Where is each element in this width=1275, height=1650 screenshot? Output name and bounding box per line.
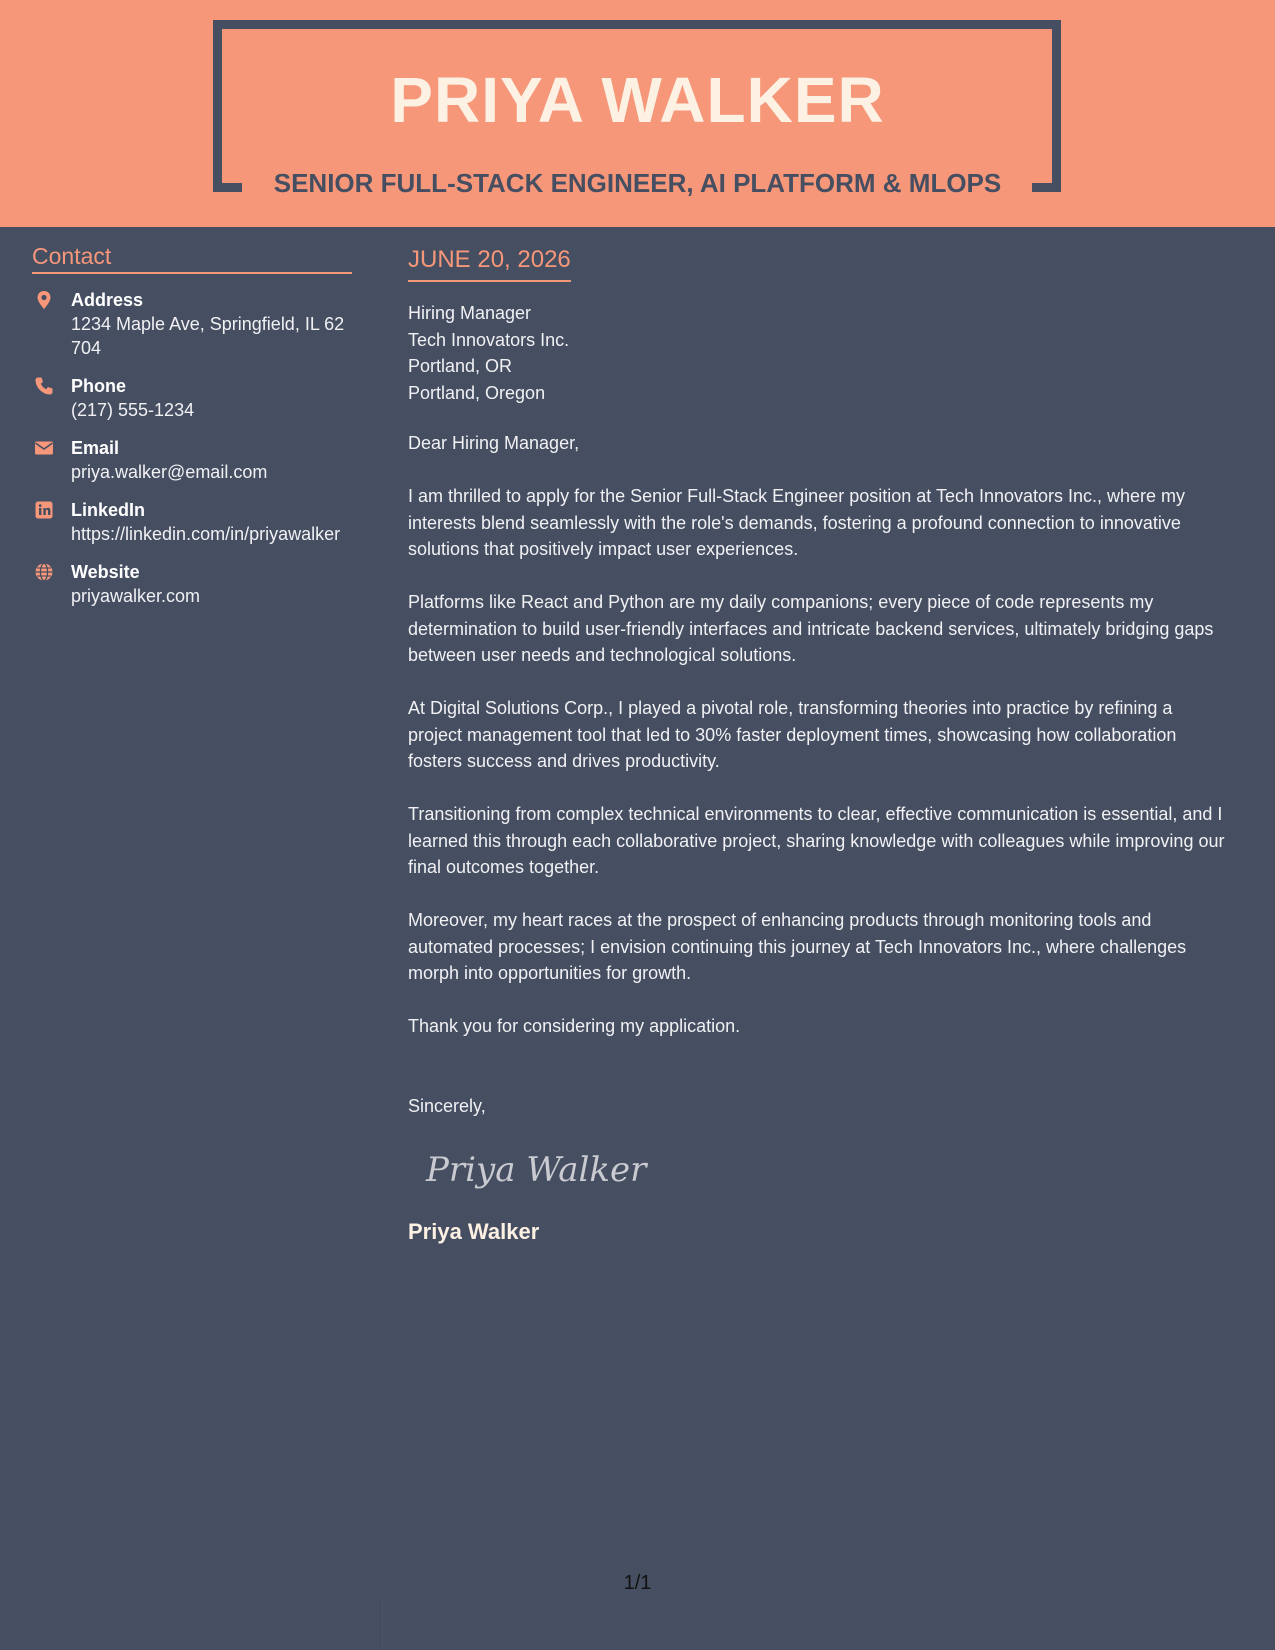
phone-value: (217) 555-1234 <box>71 400 195 420</box>
applicant-role: SENIOR FULL-STACK ENGINEER, AI PLATFORM & MLOPS <box>273 168 1002 198</box>
body-paragraph: Moreover, my heart races at the prospect of enhancing products through monitoring tools and automated processes; I envision continuing this journey at Tech Innovators Inc., where challenges morph into opportunities for growth. <box>408 910 1187 983</box>
recipient-line: Tech Innovators Inc. <box>408 329 570 350</box>
envelope-icon <box>34 438 54 458</box>
contact-label: Website <box>71 562 140 582</box>
contact-item-email <box>32 436 352 484</box>
location-pin-icon <box>34 290 54 310</box>
letter-date: JUNE 20, 2026 <box>408 244 571 282</box>
signature-text: Priya Walker <box>426 1150 647 1190</box>
salutation: Dear Hiring Manager, <box>408 433 580 453</box>
recipient-line: Portland, Oregon <box>408 382 546 403</box>
phone-icon <box>34 376 54 396</box>
contact-item-website <box>32 560 352 608</box>
recipient-line: Portland, OR <box>408 356 513 376</box>
closing-line: Sincerely, <box>408 1095 486 1116</box>
contact-item-linkedin <box>32 498 352 546</box>
thanks-line: Thank you for considering my application. <box>408 1016 741 1036</box>
applicant-name: PRIYA WALKER <box>390 64 885 136</box>
divider <box>382 1600 383 1650</box>
body-paragraph: I am thrilled to apply for the Senior Full-Stack Engineer position at Tech Innovators Inc., where my interests blend seamlessly with the role's demands, fostering a profound connection to innovative solutions that positively impact user experiences. <box>408 486 1186 559</box>
contact-item-phone <box>32 374 352 422</box>
contact-label: Email <box>71 438 120 458</box>
page-number: 1/1 <box>623 1572 652 1594</box>
email-value: priya.walker@email.com <box>71 462 268 482</box>
body-paragraph: Platforms like React and Python are my daily companions; every piece of code represents my determination to build user-friendly interfaces and intricate backend services, ultimately bridging gaps between user needs and technological solutions. <box>408 592 1214 665</box>
contact-label: Phone <box>71 376 127 396</box>
body-paragraph: At Digital Solutions Corp., I played a pivotal role, transforming theories into practice by refining a project management tool that led to 30% faster deployment times, showcasing how collaboration fosters success and drives productivity. <box>408 698 1177 771</box>
website-value[interactable]: priyawalker.com <box>71 586 201 606</box>
recipient-line: Hiring Manager <box>408 303 532 323</box>
recipient-block <box>408 300 1228 406</box>
address-value: 1234 Maple Ave, Springfield, IL 62704 <box>71 314 345 358</box>
linkedin-value[interactable]: https://linkedin.com/in/priyawalker <box>71 524 341 544</box>
letter-body <box>408 244 1228 1246</box>
linkedin-icon <box>34 500 54 520</box>
handwritten-signature <box>422 1139 662 1195</box>
contact-item-address <box>32 288 352 360</box>
contact-sidebar <box>32 242 352 608</box>
signer-name: Priya Walker <box>408 1219 540 1244</box>
contact-label: Address <box>71 290 144 310</box>
contact-title: Contact <box>32 242 352 274</box>
contact-label: LinkedIn <box>71 500 146 520</box>
globe-icon <box>34 562 54 582</box>
header-banner <box>0 0 1275 227</box>
body-paragraph: Transitioning from complex technical environments to clear, effective communication is essential, and I learned this through each collaborative project, sharing knowledge with colleagues while improving our final outcomes together. <box>408 804 1225 877</box>
